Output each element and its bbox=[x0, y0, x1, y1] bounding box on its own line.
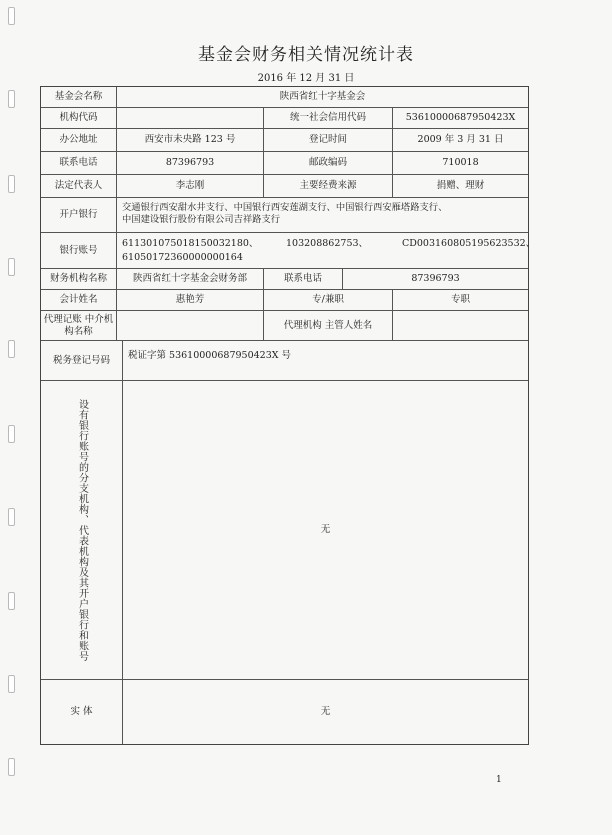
value-entity: 无 bbox=[320, 706, 331, 718]
label-org-code: 机构代码 bbox=[41, 108, 117, 129]
label-funding-source: 主要经费来源 bbox=[264, 175, 393, 198]
label-accountant: 会计姓名 bbox=[41, 290, 117, 311]
value-agency-name bbox=[117, 311, 264, 341]
label-agency-manager: 代理机构 主管人姓名 bbox=[264, 311, 393, 341]
label-phone: 联系电话 bbox=[41, 152, 117, 175]
page-title: 基金会财务相关情况统计表 bbox=[198, 45, 414, 65]
value-credit-code: 53610000687950423X bbox=[393, 108, 528, 129]
label-office-address: 办公地址 bbox=[41, 129, 117, 152]
page-number: 1 bbox=[496, 775, 502, 785]
account-number: CD003160805195623532、 bbox=[402, 238, 536, 249]
account-number: 611301075018150032180、 bbox=[122, 238, 259, 249]
binder-hole bbox=[8, 340, 15, 358]
value-registration-time: 2009 年 3 月 31 日 bbox=[393, 129, 528, 152]
statistics-table bbox=[40, 86, 536, 745]
binder-hole bbox=[8, 592, 15, 610]
value-branches: 无 bbox=[123, 381, 528, 680]
binder-hole bbox=[8, 258, 15, 276]
binder-hole bbox=[8, 675, 15, 693]
binder-hole bbox=[8, 508, 15, 526]
label-bank: 开户银行 bbox=[41, 198, 117, 233]
value-phone: 87396793 bbox=[117, 152, 264, 175]
binder-hole bbox=[8, 175, 15, 193]
label-postal-code: 邮政编码 bbox=[264, 152, 393, 175]
value-funding-source: 捐赠、理财 bbox=[393, 175, 528, 198]
label-agency-name: 代理记账 中介机构名称 bbox=[41, 311, 117, 341]
account-number: 61050172360000000164 bbox=[122, 252, 243, 263]
label-finance-phone: 联系电话 bbox=[264, 269, 343, 290]
value-account-no bbox=[117, 233, 536, 269]
value-legal-rep: 李志刚 bbox=[117, 175, 264, 198]
label-full-part-time: 专/兼职 bbox=[264, 290, 393, 311]
value-postal-code: 710018 bbox=[393, 152, 528, 175]
value-foundation-name: 陕西省红十字基金会 bbox=[117, 87, 528, 108]
value-finance-dept: 陕西省红十字基金会财务部 bbox=[117, 269, 264, 290]
account-number: 103208862753、 bbox=[286, 238, 369, 249]
label-account-no: 银行账号 bbox=[41, 233, 117, 269]
binder-holes bbox=[8, 0, 16, 835]
value-tax-code: 税证字第 53610000687950423X 号 bbox=[123, 341, 528, 381]
label-foundation-name: 基金会名称 bbox=[41, 87, 117, 108]
binder-hole bbox=[8, 90, 15, 108]
binder-hole bbox=[8, 758, 15, 776]
label-branches: 设有银行账号的分支机构、代表机构及其开户银行和账号 bbox=[41, 381, 123, 680]
label-legal-rep: 法定代表人 bbox=[41, 175, 117, 198]
label-credit-code: 统一社会信用代码 bbox=[264, 108, 393, 129]
value-finance-phone: 87396793 bbox=[343, 269, 528, 290]
value-office-address: 西安市未央路 123 号 bbox=[117, 129, 264, 152]
binder-hole bbox=[8, 7, 15, 25]
report-date: 2016 年 12 月 31 日 bbox=[257, 73, 355, 84]
label-registration-time: 登记时间 bbox=[264, 129, 393, 152]
value-bank bbox=[117, 198, 528, 233]
value-org-code bbox=[117, 108, 264, 129]
bank-line: 交通银行西安甜水井支行、中国银行西安莲湖支行、中国银行西安雁塔路支行、 bbox=[122, 202, 448, 213]
label-entity: 实 体 bbox=[41, 680, 123, 744]
value-agency-manager bbox=[393, 311, 528, 341]
bank-line: 中国建设银行股份有限公司吉祥路支行 bbox=[122, 213, 281, 225]
binder-hole bbox=[8, 425, 15, 443]
value-full-part-time: 专职 bbox=[393, 290, 528, 311]
label-finance-dept: 财务机构名称 bbox=[41, 269, 117, 290]
value-accountant: 惠艳芳 bbox=[117, 290, 264, 311]
label-tax-code: 税务登记号码 bbox=[41, 341, 123, 381]
